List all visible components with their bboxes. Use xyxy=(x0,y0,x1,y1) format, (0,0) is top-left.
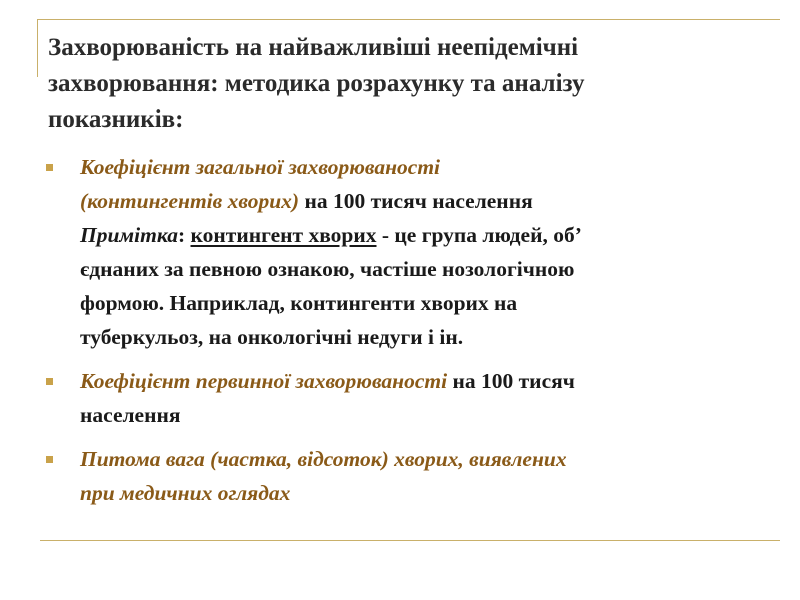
item-2-term: Коефіцієнт первинної захворюваності xyxy=(80,369,448,393)
title-line-3: показників: xyxy=(48,106,184,133)
item-3-line-1 xyxy=(80,442,764,476)
item-1-term: Коефіцієнт загальної захворюваності xyxy=(80,155,441,179)
item-1-line-6: туберкульоз, на онкологічні недуги і ін. xyxy=(80,325,464,349)
item-2-line-1 xyxy=(80,364,764,398)
title-line-1: Захворюваність на найважливіші неепідемічні xyxy=(48,34,579,61)
note-underlined-term: контингент хворих xyxy=(190,223,377,247)
item-1-term-cont: (контингентів хворих) xyxy=(80,189,300,213)
square-bullet-icon xyxy=(46,164,53,171)
bullet-item-specific-weight xyxy=(44,442,764,510)
side-decorative-rule xyxy=(37,19,38,77)
item-1-per-population: на 100 тисяч населення xyxy=(299,189,533,213)
note-label: Примітка xyxy=(80,223,178,247)
item-1-line-4: єднаних за певною ознакою, частіше нозологічною xyxy=(80,257,575,281)
bullet-item-primary-morbidity xyxy=(44,364,764,432)
item-3-line-2 xyxy=(80,476,764,510)
item-1-line-3 xyxy=(80,218,764,252)
item-2-line-2: населення xyxy=(80,403,181,427)
bullet-list xyxy=(44,150,764,510)
title-line-2: захворювання: методика розрахунку та аналізу xyxy=(48,70,585,97)
item-1-line-2 xyxy=(80,184,764,218)
item-3-term-cont: при медичних оглядах xyxy=(80,481,291,505)
bottom-decorative-rule xyxy=(40,540,780,541)
square-bullet-icon xyxy=(46,456,53,463)
square-bullet-icon xyxy=(46,378,53,385)
note-definition: - це група людей, об’ xyxy=(376,223,582,247)
top-decorative-rule xyxy=(37,19,780,20)
note-colon: : xyxy=(177,223,191,247)
item-2-per-population: на 100 тисяч xyxy=(447,369,575,393)
bullet-item-general-morbidity xyxy=(44,150,764,354)
item-1-line-5: формою. Наприклад, контингенти хворих на xyxy=(80,291,518,315)
item-3-term: Питома вага (частка, відсоток) хворих, виявлених xyxy=(80,447,567,471)
item-1-line-1 xyxy=(80,150,764,184)
slide-title xyxy=(48,30,768,138)
